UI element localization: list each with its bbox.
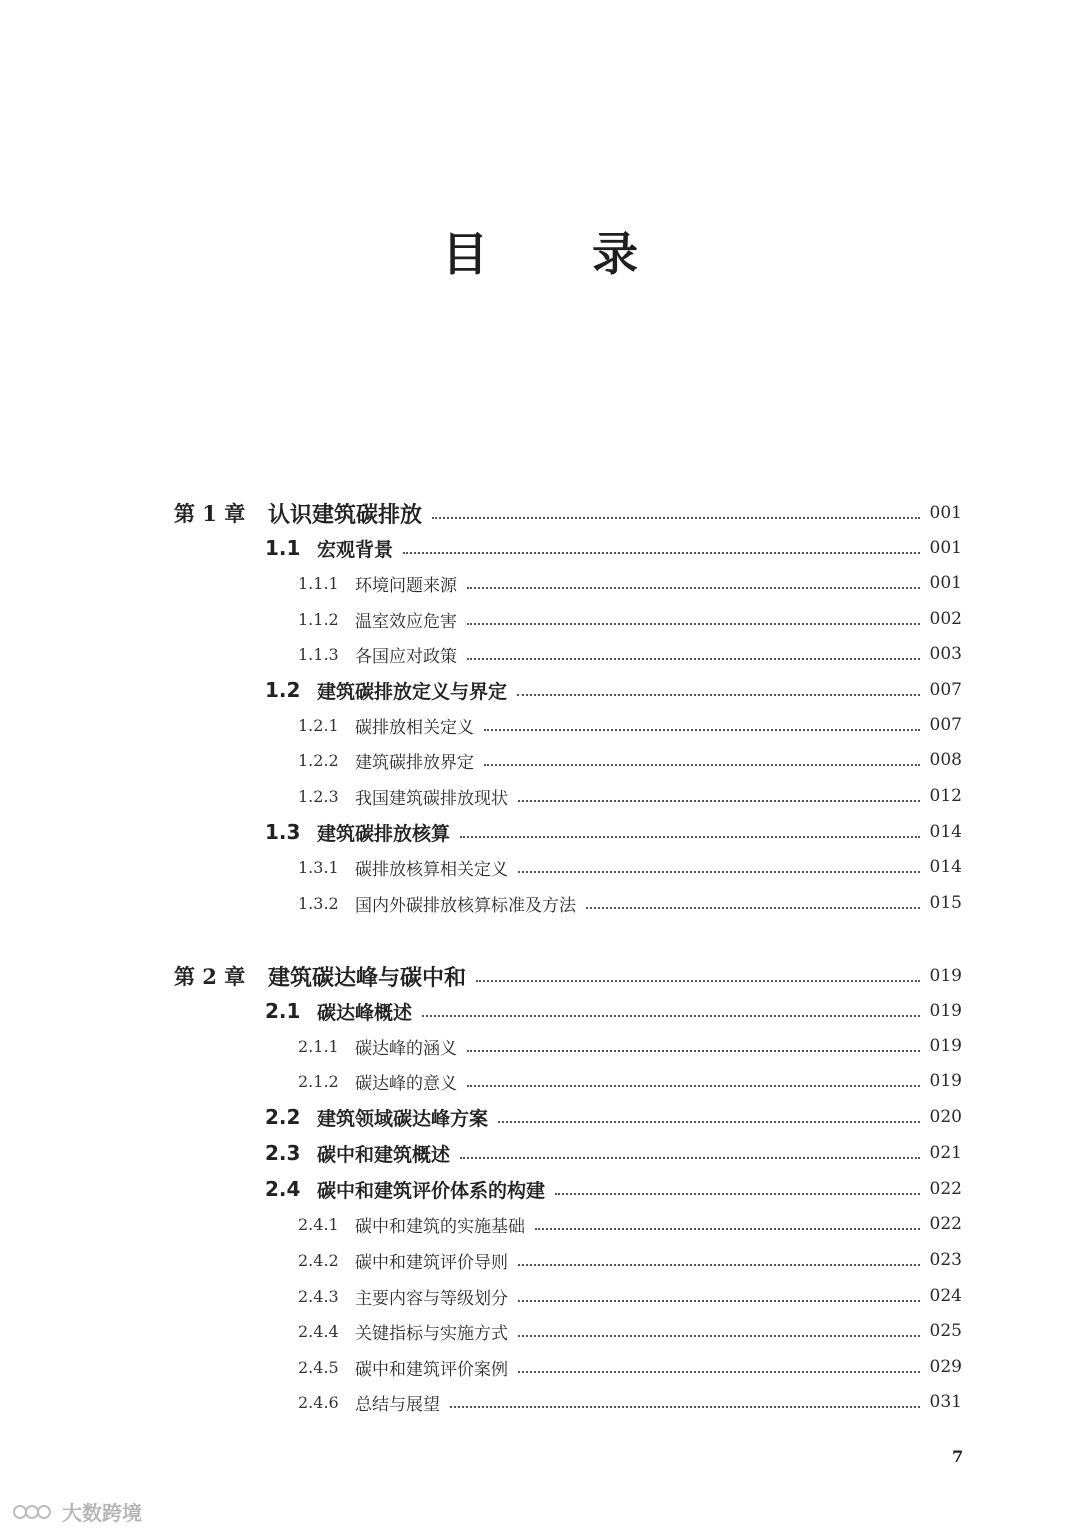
toc-entry-title: 碳排放核算相关定义 bbox=[355, 859, 508, 880]
toc-entry-title: 碳达峰的涵义 bbox=[355, 1038, 457, 1059]
toc-entry-page: 019 bbox=[929, 1001, 962, 1021]
toc-entry-page: 021 bbox=[929, 1143, 962, 1163]
toc-entry-sub[interactable] bbox=[298, 1350, 962, 1384]
toc-entry-chapter[interactable] bbox=[174, 496, 962, 530]
toc-entry-number: 2.4.4 bbox=[298, 1321, 339, 1341]
toc-entry-page: 022 bbox=[929, 1179, 962, 1199]
toc-entry-page: 029 bbox=[929, 1357, 962, 1377]
toc-entry-number: 1.3.2 bbox=[298, 893, 339, 913]
toc-entry-number: 1.1.3 bbox=[298, 644, 339, 664]
toc-entry-page: 001 bbox=[929, 573, 962, 593]
toc-entry-page: 003 bbox=[929, 644, 962, 664]
dot-leader bbox=[450, 1406, 920, 1408]
toc-entry-page: 025 bbox=[929, 1321, 962, 1341]
toc-entry-page: 019 bbox=[929, 1036, 962, 1056]
dot-leader bbox=[467, 587, 920, 589]
toc-entry-number: 2.4.5 bbox=[298, 1357, 339, 1377]
toc-entry-sub[interactable] bbox=[298, 1385, 962, 1419]
toc-entry-title: 各国应对政策 bbox=[355, 646, 457, 667]
toc-entry-section[interactable] bbox=[265, 1172, 962, 1206]
toc-entry-page: 019 bbox=[929, 966, 962, 986]
toc-entry-section[interactable] bbox=[265, 994, 962, 1028]
toc-entry-number: 2.4 bbox=[265, 1177, 301, 1201]
toc-entry-page: 002 bbox=[929, 609, 962, 629]
toc-entry-page: 001 bbox=[929, 538, 962, 558]
watermark-logo-icon bbox=[12, 1501, 56, 1523]
toc-entry-number: 1.1.2 bbox=[298, 609, 339, 629]
toc-entry-page: 007 bbox=[929, 680, 962, 700]
toc-entry-number: 1.3.1 bbox=[298, 857, 339, 877]
toc-entry-title: 建筑碳排放定义与界定 bbox=[317, 680, 508, 703]
toc-entry-page: 020 bbox=[929, 1107, 962, 1127]
toc-entry-title: 碳中和建筑的实施基础 bbox=[355, 1216, 525, 1237]
toc-entry-number: 1.2.2 bbox=[298, 750, 339, 770]
toc-entry-title: 国内外碳排放核算标准及方法 bbox=[355, 895, 576, 916]
toc-entry-number: 1.3 bbox=[265, 820, 301, 844]
toc-entry-title: 总结与展望 bbox=[355, 1394, 440, 1415]
dot-leader bbox=[460, 836, 920, 838]
toc-entry-title: 建筑领域碳达峰方案 bbox=[317, 1107, 489, 1130]
dot-leader bbox=[586, 907, 920, 909]
toc-entry-number: 2.1.1 bbox=[298, 1036, 339, 1056]
toc-entry-title: 温室效应危害 bbox=[355, 611, 457, 632]
dot-leader bbox=[518, 1335, 920, 1337]
toc-entry-number: 1.1 bbox=[265, 536, 301, 560]
toc-entry-sub[interactable] bbox=[298, 1314, 962, 1348]
toc-entry-number: 2.3 bbox=[265, 1141, 301, 1165]
toc-entry-page: 031 bbox=[929, 1392, 962, 1412]
toc-entry-page: 023 bbox=[929, 1250, 962, 1270]
dot-leader bbox=[518, 1264, 920, 1266]
toc-entry-number: 2.4.1 bbox=[298, 1214, 339, 1234]
toc-entry-sub[interactable] bbox=[298, 779, 962, 813]
toc-entry-page: 012 bbox=[929, 786, 962, 806]
toc-entry-page: 022 bbox=[929, 1214, 962, 1234]
watermark-text: 大数跨境 bbox=[62, 1501, 142, 1525]
toc-entry-title: 建筑碳排放核算 bbox=[317, 822, 451, 845]
toc-entry-title: 环境问题来源 bbox=[355, 575, 457, 596]
toc-entry-title: 碳中和建筑概述 bbox=[317, 1143, 451, 1166]
dot-leader bbox=[476, 980, 920, 982]
toc-entry-section[interactable] bbox=[265, 673, 962, 707]
toc-entry-title: 碳达峰的意义 bbox=[355, 1073, 457, 1094]
dot-leader bbox=[467, 1050, 920, 1052]
dot-leader bbox=[467, 658, 920, 660]
toc-entry-number: 2.4.3 bbox=[298, 1286, 339, 1306]
toc-entry-page: 019 bbox=[929, 1071, 962, 1091]
toc-entry-title: 认识建筑碳排放 bbox=[268, 501, 423, 528]
dot-leader bbox=[518, 1300, 920, 1302]
toc-entry-number: 2.4.2 bbox=[298, 1250, 339, 1270]
dot-leader bbox=[467, 623, 920, 625]
toc-entry-number: 2.4.6 bbox=[298, 1392, 339, 1412]
toc-entry-sub[interactable] bbox=[298, 602, 962, 636]
dot-leader bbox=[518, 871, 920, 873]
dot-leader bbox=[484, 729, 920, 731]
toc-entry-title: 碳达峰概述 bbox=[317, 1001, 413, 1024]
page-title: 目 录 bbox=[441, 227, 682, 281]
toc-entry-title: 碳中和建筑评价体系的构建 bbox=[317, 1179, 546, 1202]
toc-entry-sub[interactable] bbox=[298, 850, 962, 884]
toc-entry-title: 关键指标与实施方式 bbox=[355, 1323, 508, 1344]
dot-leader bbox=[467, 1085, 920, 1087]
toc-entry-title: 主要内容与等级划分 bbox=[355, 1288, 508, 1309]
toc-entry-sub[interactable] bbox=[298, 1064, 962, 1098]
toc-entry-number: 第 1 章 bbox=[174, 501, 246, 526]
toc-entry-page: 014 bbox=[929, 822, 962, 842]
toc-entry-sub[interactable] bbox=[298, 1029, 962, 1063]
toc-entry-sub[interactable] bbox=[298, 743, 962, 777]
toc-entry-number: 2.2 bbox=[265, 1105, 301, 1129]
dot-leader bbox=[403, 552, 920, 554]
toc-entry-page: 024 bbox=[929, 1286, 962, 1306]
toc-entry-title: 建筑碳达峰与碳中和 bbox=[268, 964, 467, 991]
toc-entry-page: 014 bbox=[929, 857, 962, 877]
toc-entry-page: 007 bbox=[929, 715, 962, 735]
toc-entry-sub[interactable] bbox=[298, 1279, 962, 1313]
toc-entry-section[interactable] bbox=[265, 531, 962, 565]
toc-entry-page: 015 bbox=[929, 893, 962, 913]
toc-entry-section[interactable] bbox=[265, 1136, 962, 1170]
toc-entry-number: 1.2 bbox=[265, 678, 301, 702]
toc-entry-sub[interactable] bbox=[298, 1243, 962, 1277]
dot-leader bbox=[535, 1228, 920, 1230]
toc-entry-number: 2.1 bbox=[265, 999, 301, 1023]
toc-entry-number: 第 2 章 bbox=[174, 964, 246, 989]
toc-entry-title: 碳中和建筑评价案例 bbox=[355, 1359, 508, 1380]
toc-entry-title: 碳排放相关定义 bbox=[355, 717, 474, 738]
dot-leader bbox=[432, 517, 920, 519]
dot-leader bbox=[518, 800, 920, 802]
toc-entry-page: 001 bbox=[929, 503, 962, 523]
page-number: 7 bbox=[952, 1447, 964, 1466]
toc-entry-number: 2.1.2 bbox=[298, 1071, 339, 1091]
dot-leader bbox=[498, 1121, 920, 1123]
toc-entry-page: 008 bbox=[929, 750, 962, 770]
toc-entry-sub[interactable] bbox=[298, 886, 962, 920]
toc-entry-title: 我国建筑碳排放现状 bbox=[355, 788, 508, 809]
toc-entry-sub[interactable] bbox=[298, 637, 962, 671]
toc-entry-number: 1.1.1 bbox=[298, 573, 339, 593]
toc-entry-sub[interactable] bbox=[298, 708, 962, 742]
toc-entry-number: 1.2.3 bbox=[298, 786, 339, 806]
dot-leader bbox=[484, 764, 920, 766]
toc-entry-sub[interactable] bbox=[298, 566, 962, 600]
toc-entry-title: 碳中和建筑评价导则 bbox=[355, 1252, 508, 1273]
toc-entry-section[interactable] bbox=[265, 815, 962, 849]
dot-leader bbox=[555, 1193, 920, 1195]
toc-entry-title: 宏观背景 bbox=[317, 538, 394, 561]
dot-leader bbox=[517, 694, 920, 696]
toc-entry-section[interactable] bbox=[265, 1100, 962, 1134]
toc-entry-chapter[interactable] bbox=[174, 959, 962, 993]
dot-leader bbox=[518, 1371, 920, 1373]
toc-entry-number: 1.2.1 bbox=[298, 715, 339, 735]
toc-entry-title: 建筑碳排放界定 bbox=[355, 752, 474, 773]
watermark bbox=[12, 1497, 142, 1526]
dot-leader bbox=[460, 1157, 920, 1159]
toc-entry-sub[interactable] bbox=[298, 1207, 962, 1241]
dot-leader bbox=[422, 1015, 920, 1017]
